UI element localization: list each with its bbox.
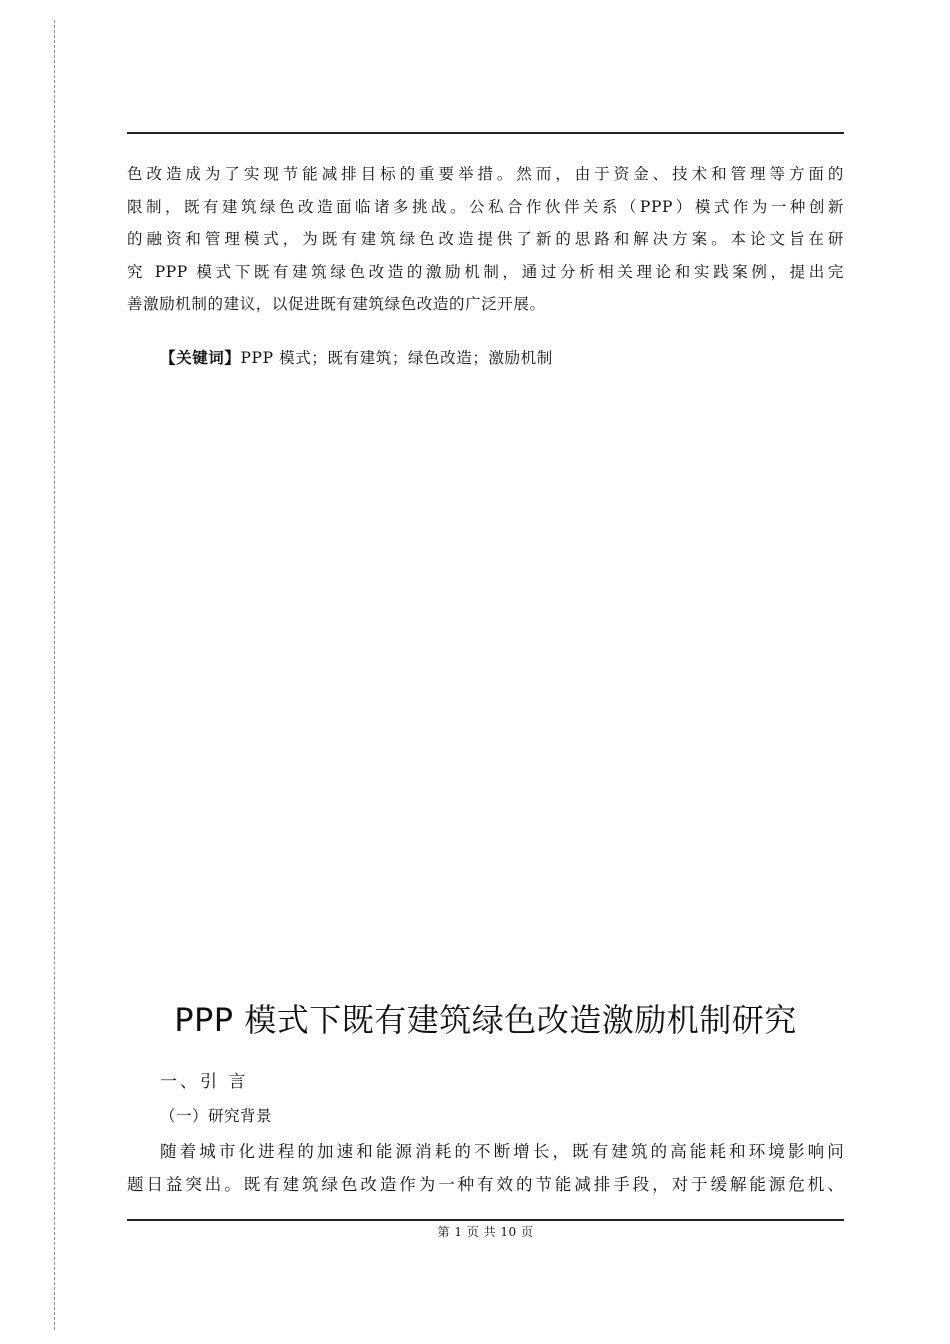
keywords-label: 【关键词】 bbox=[160, 349, 241, 367]
subsection-heading: （一）研究背景 bbox=[160, 1107, 273, 1125]
abstract-line: 善激励机制的建议，以促进既有建筑绿色改造的广泛开展。 bbox=[127, 295, 546, 313]
abstract-paragraph bbox=[127, 158, 844, 321]
body-paragraph bbox=[127, 1135, 844, 1201]
header-rule bbox=[127, 132, 844, 134]
abstract-line: 限制，既有建筑绿色改造面临诸多挑战。公私合作伙伴关系（PPP）模式作为一种创新 bbox=[127, 197, 844, 216]
document-title: PPP 模式下既有建筑绿色改造激励机制研究 bbox=[174, 1001, 797, 1039]
page-number: 第 1 页 共 10 页 bbox=[437, 1225, 534, 1239]
body-line: 随着城市化进程的加速和能源消耗的不断增长，既有建筑的高能耗和环境影响问 bbox=[160, 1142, 844, 1161]
binding-margin-line bbox=[54, 20, 55, 1330]
body-line: 题日益突出。既有建筑绿色改造作为一种有效的节能减排手段，对于缓解能源危机、 bbox=[127, 1175, 844, 1194]
abstract-line: 的融资和管理模式，为既有建筑绿色改造提供了新的思路和解决方案。本论文旨在研 bbox=[127, 230, 844, 248]
footer-rule bbox=[127, 1219, 844, 1221]
keywords-line bbox=[160, 342, 553, 374]
abstract-line: 究 PPP 模式下既有建筑绿色改造的激励机制，通过分析相关理论和实践案例，提出完 bbox=[127, 262, 844, 281]
keywords-text: PPP 模式；既有建筑；绿色改造；激励机制 bbox=[240, 349, 553, 367]
abstract-line: 色改造成为了实现节能减排目标的重要举措。然而，由于资金、技术和管理等方面的 bbox=[127, 165, 844, 183]
section-heading: 一、引 言 bbox=[160, 1072, 249, 1092]
